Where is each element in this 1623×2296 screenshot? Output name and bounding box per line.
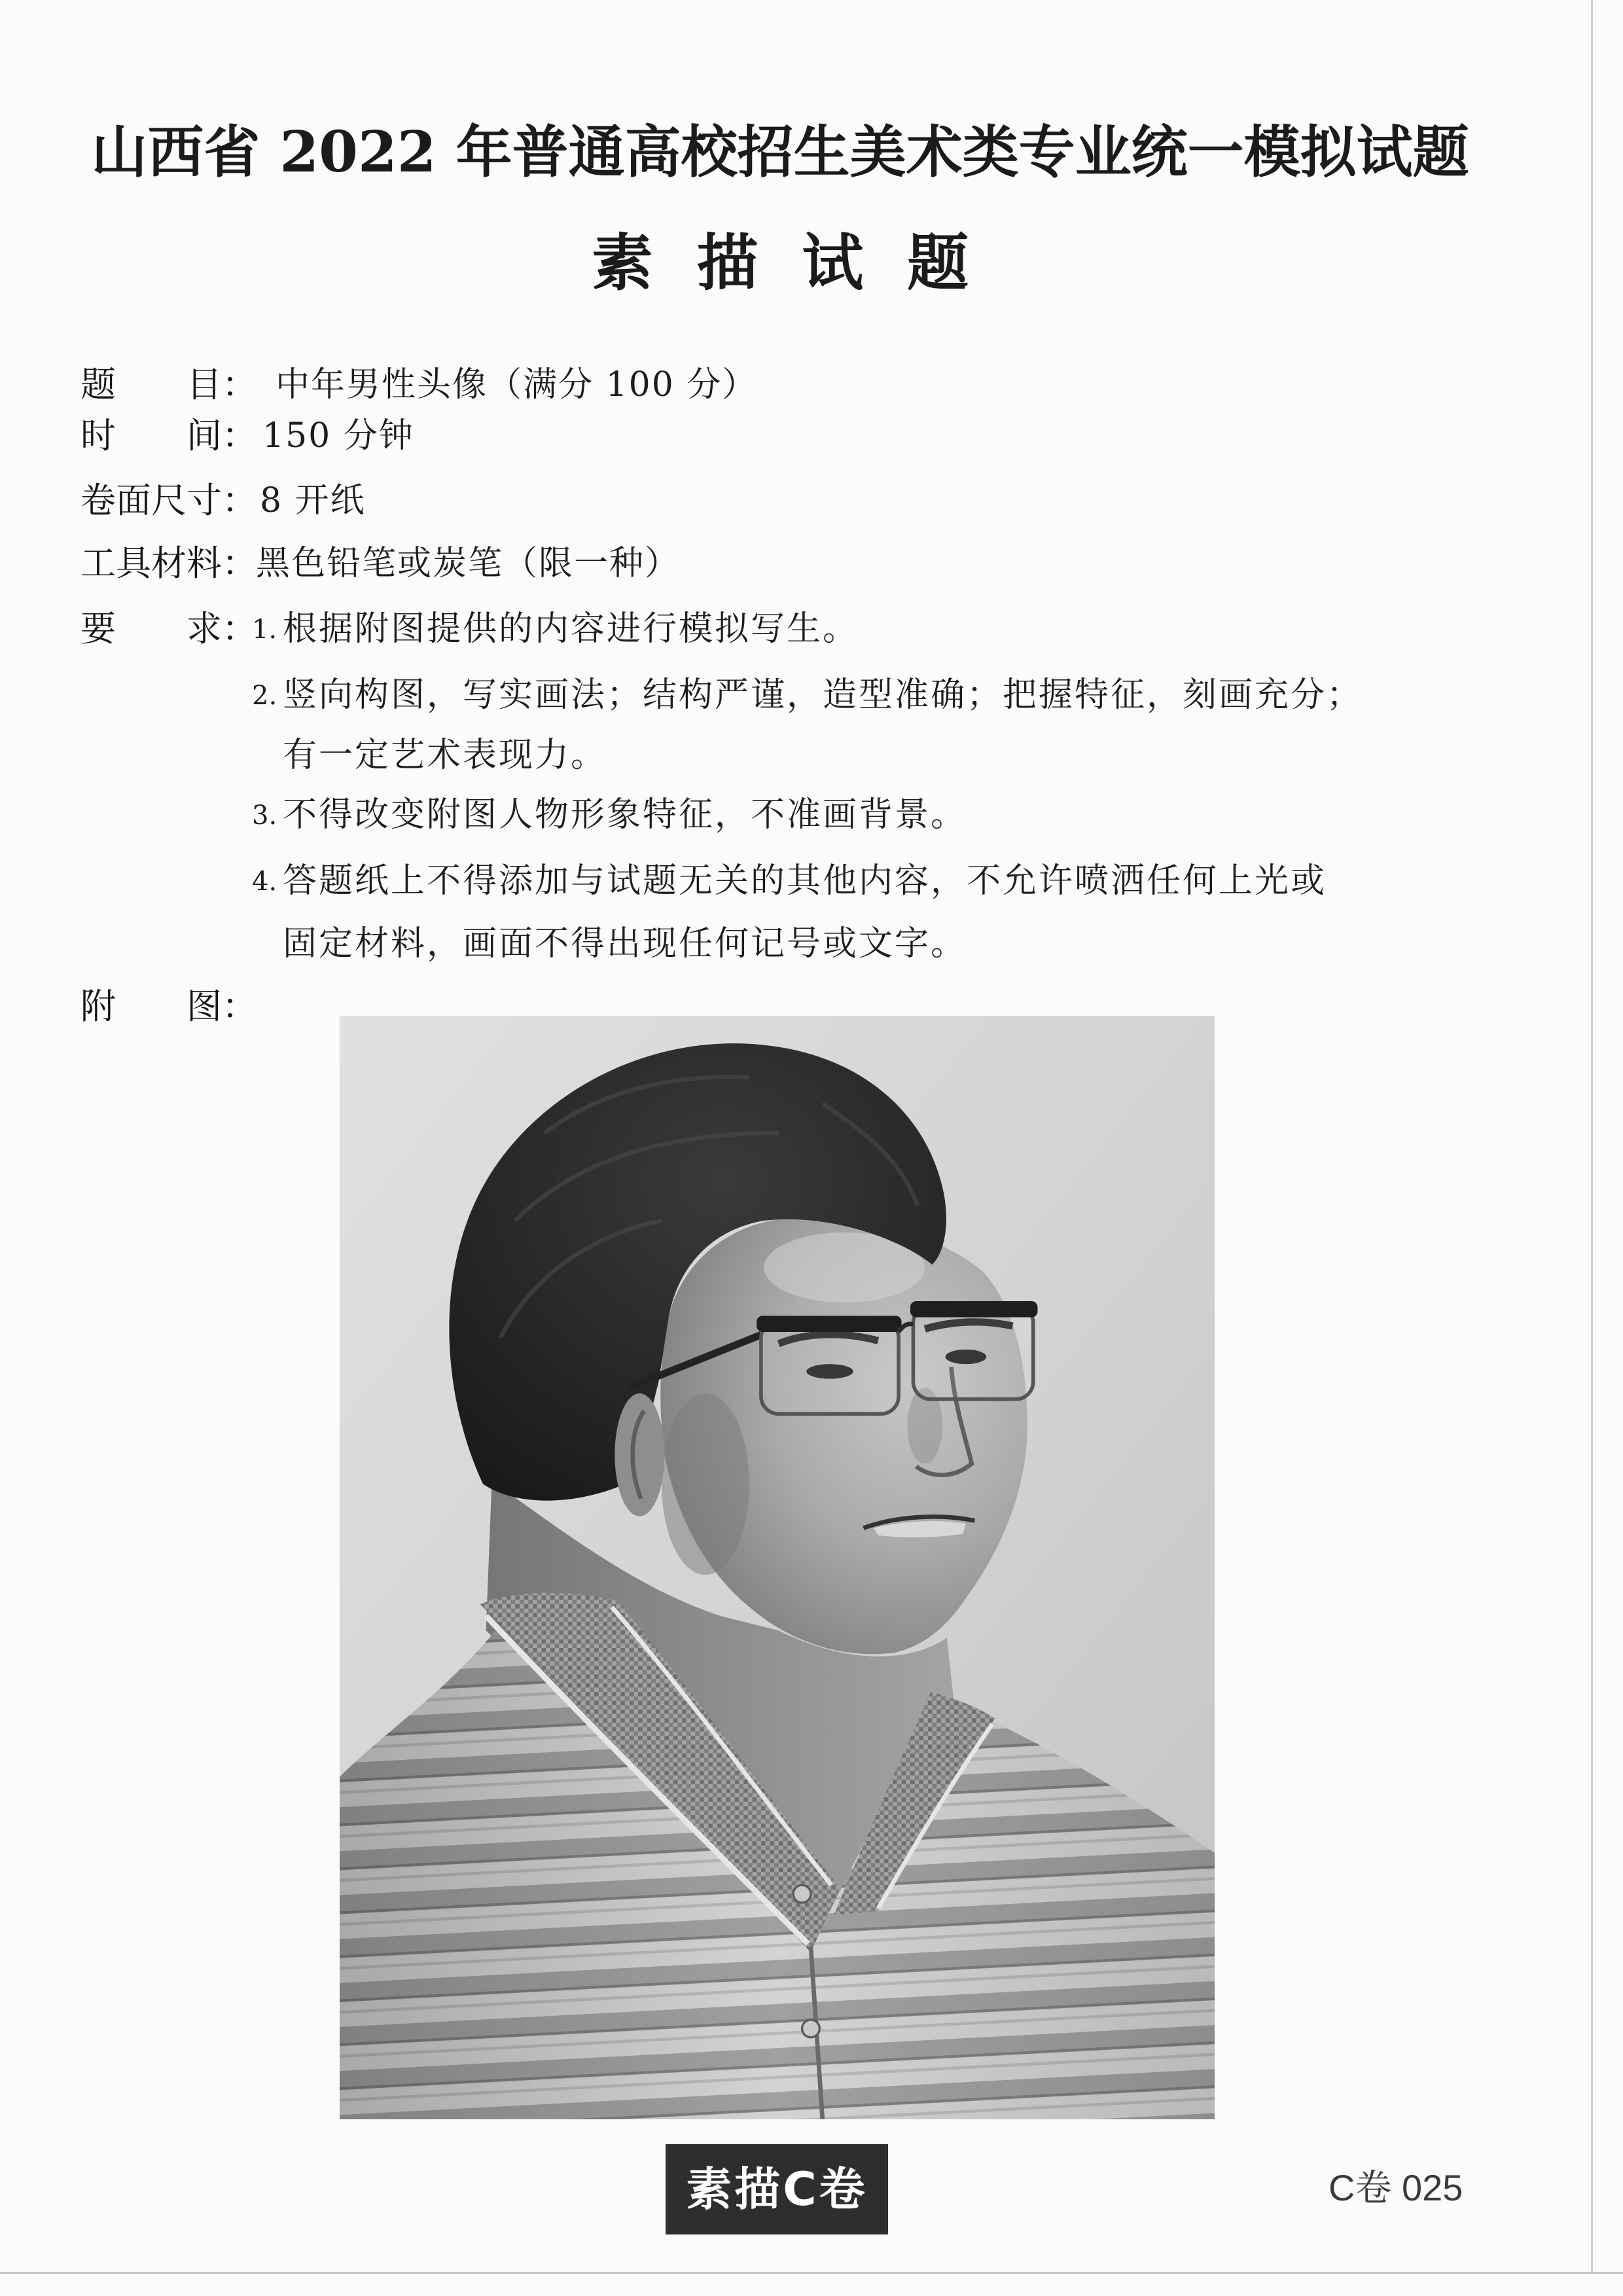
requirements-label: 要 求： [80, 608, 257, 649]
exam-title: 山西省 2022 年普通高校招生美术类专业统一模拟试题 [91, 119, 1469, 185]
attachment-row [80, 984, 256, 1030]
glasses-lens-right [913, 1306, 1033, 1399]
scan-edge-horizontal [0, 2272, 1623, 2274]
topic-value: 中年男性头像（满分 100 分） [276, 365, 758, 404]
requirement-4-text-line-2: 固定材料，画面不得出现任何记号或文字。 [283, 924, 967, 963]
exam-subtitle: 素 描 试 题 [591, 228, 969, 299]
scan-edge-vertical [1591, 0, 1593, 2273]
requirement-3-number: 3. [252, 800, 277, 831]
materials-row [80, 541, 680, 586]
materials-label: 工具材料： [80, 543, 257, 584]
glasses-browline-right [910, 1301, 1038, 1318]
requirement-4-text-line-1: 答题纸上不得添加与试题无关的其他内容，不允许喷洒任何上光或 [283, 861, 1327, 901]
requirement-2-text-line-1: 竖向构图，写实画法；结构严谨，造型准确；把握特征，刻画充分； [283, 675, 1363, 715]
topic-row [80, 362, 757, 408]
requirement-3-text: 不得改变附图人物形象特征，不准画背景。 [283, 795, 967, 834]
requirement-2-number: 2. [252, 681, 277, 711]
paper-size-value: 8 开纸 [260, 481, 366, 520]
requirement-1-number: 1. [252, 615, 277, 645]
time-label: 时 间： [80, 415, 257, 456]
reference-photo-frame [340, 1016, 1215, 2119]
materials-value: 黑色铅笔或炭笔（限一种） [256, 544, 681, 583]
section-badge: 素描C卷 [666, 2144, 888, 2234]
paper-size-label: 卷面尺寸： [80, 480, 257, 521]
reference-photo [340, 1016, 1215, 2119]
requirement-1-text: 根据附图提供的内容进行模拟写生。 [283, 609, 859, 649]
time-row [80, 413, 414, 459]
topic-label: 题 目： [80, 364, 257, 405]
glasses-browline-left [757, 1316, 901, 1332]
time-value: 150 分钟 [262, 416, 414, 456]
requirements-label-row [80, 606, 256, 652]
page-code: C卷 025 [1329, 2167, 1463, 2208]
shirt-button [793, 1885, 811, 1903]
glasses-lens-left [761, 1320, 899, 1414]
face-shadow [662, 1393, 749, 1575]
shirt-button [802, 2020, 820, 2037]
requirement-2-text-line-2: 有一定艺术表现力。 [283, 736, 607, 775]
paper-size-row [80, 478, 366, 524]
attachment-label: 附 图： [80, 986, 257, 1027]
requirement-4-number: 4. [252, 867, 277, 897]
